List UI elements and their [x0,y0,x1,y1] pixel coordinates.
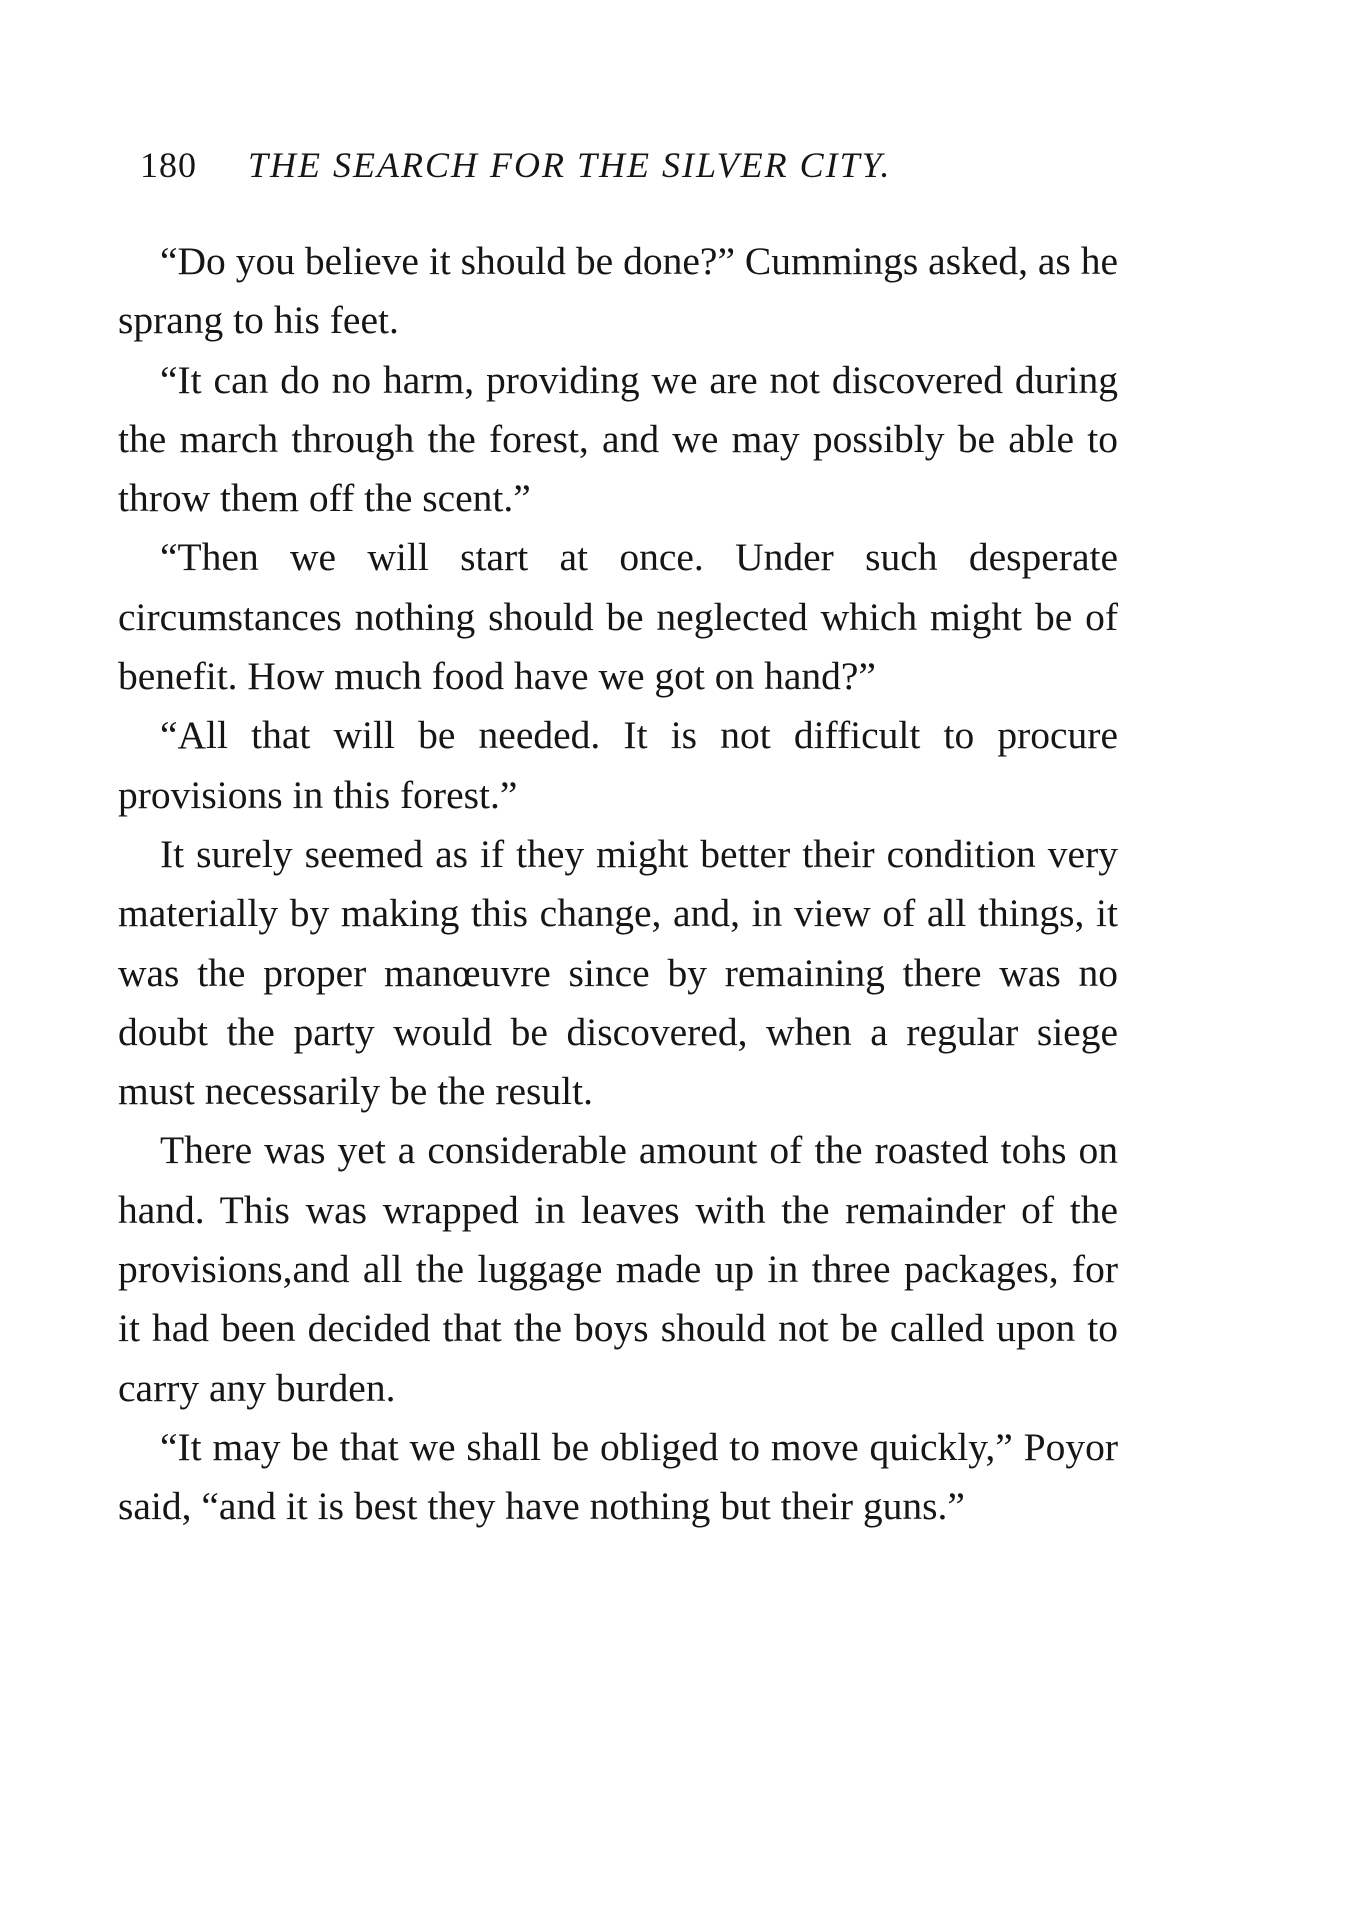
paragraph: “It can do no harm, providing we are not discovered during the march through the forest, and we may possibly be able to throw them off the scent.” [118,357,1118,521]
paragraph: It surely seemed as if they might better their condition very materially by making this change, and, in view of all things, it was the proper manœuvre since by remaining there was no doubt the party would be discovered, when a regular siege must necessarily be the result. [118,831,1118,1114]
body-text [118,232,1118,1537]
page-number: 180 [140,145,197,185]
running-title: THE SEARCH FOR THE SILVER CITY. [248,145,892,185]
paragraph: There was yet a considerable amount of the roasted tohs on hand. This was wrapped in leaves with the remainder of the provisions,and all the luggage made up in three packages, for it had been decided that the boys should not be called upon to carry any burden. [118,1128,1118,1410]
running-head [140,140,1140,190]
paragraph: “All that will be needed. It is not difficult to procure provisions in this forest.” [118,713,1118,817]
paragraph: “It may be that we shall be obliged to move quickly,” Poyor said, “and it is best they have nothing but their guns.” [118,1424,1118,1529]
paragraph: “Then we will start at once. Under such desperate circumstances nothing should be neglected which might be of benefit. How much food have we got on hand?” [118,535,1118,699]
paragraph: “Do you believe it should be done?” Cummings asked, as he sprang to his feet. [118,239,1118,343]
